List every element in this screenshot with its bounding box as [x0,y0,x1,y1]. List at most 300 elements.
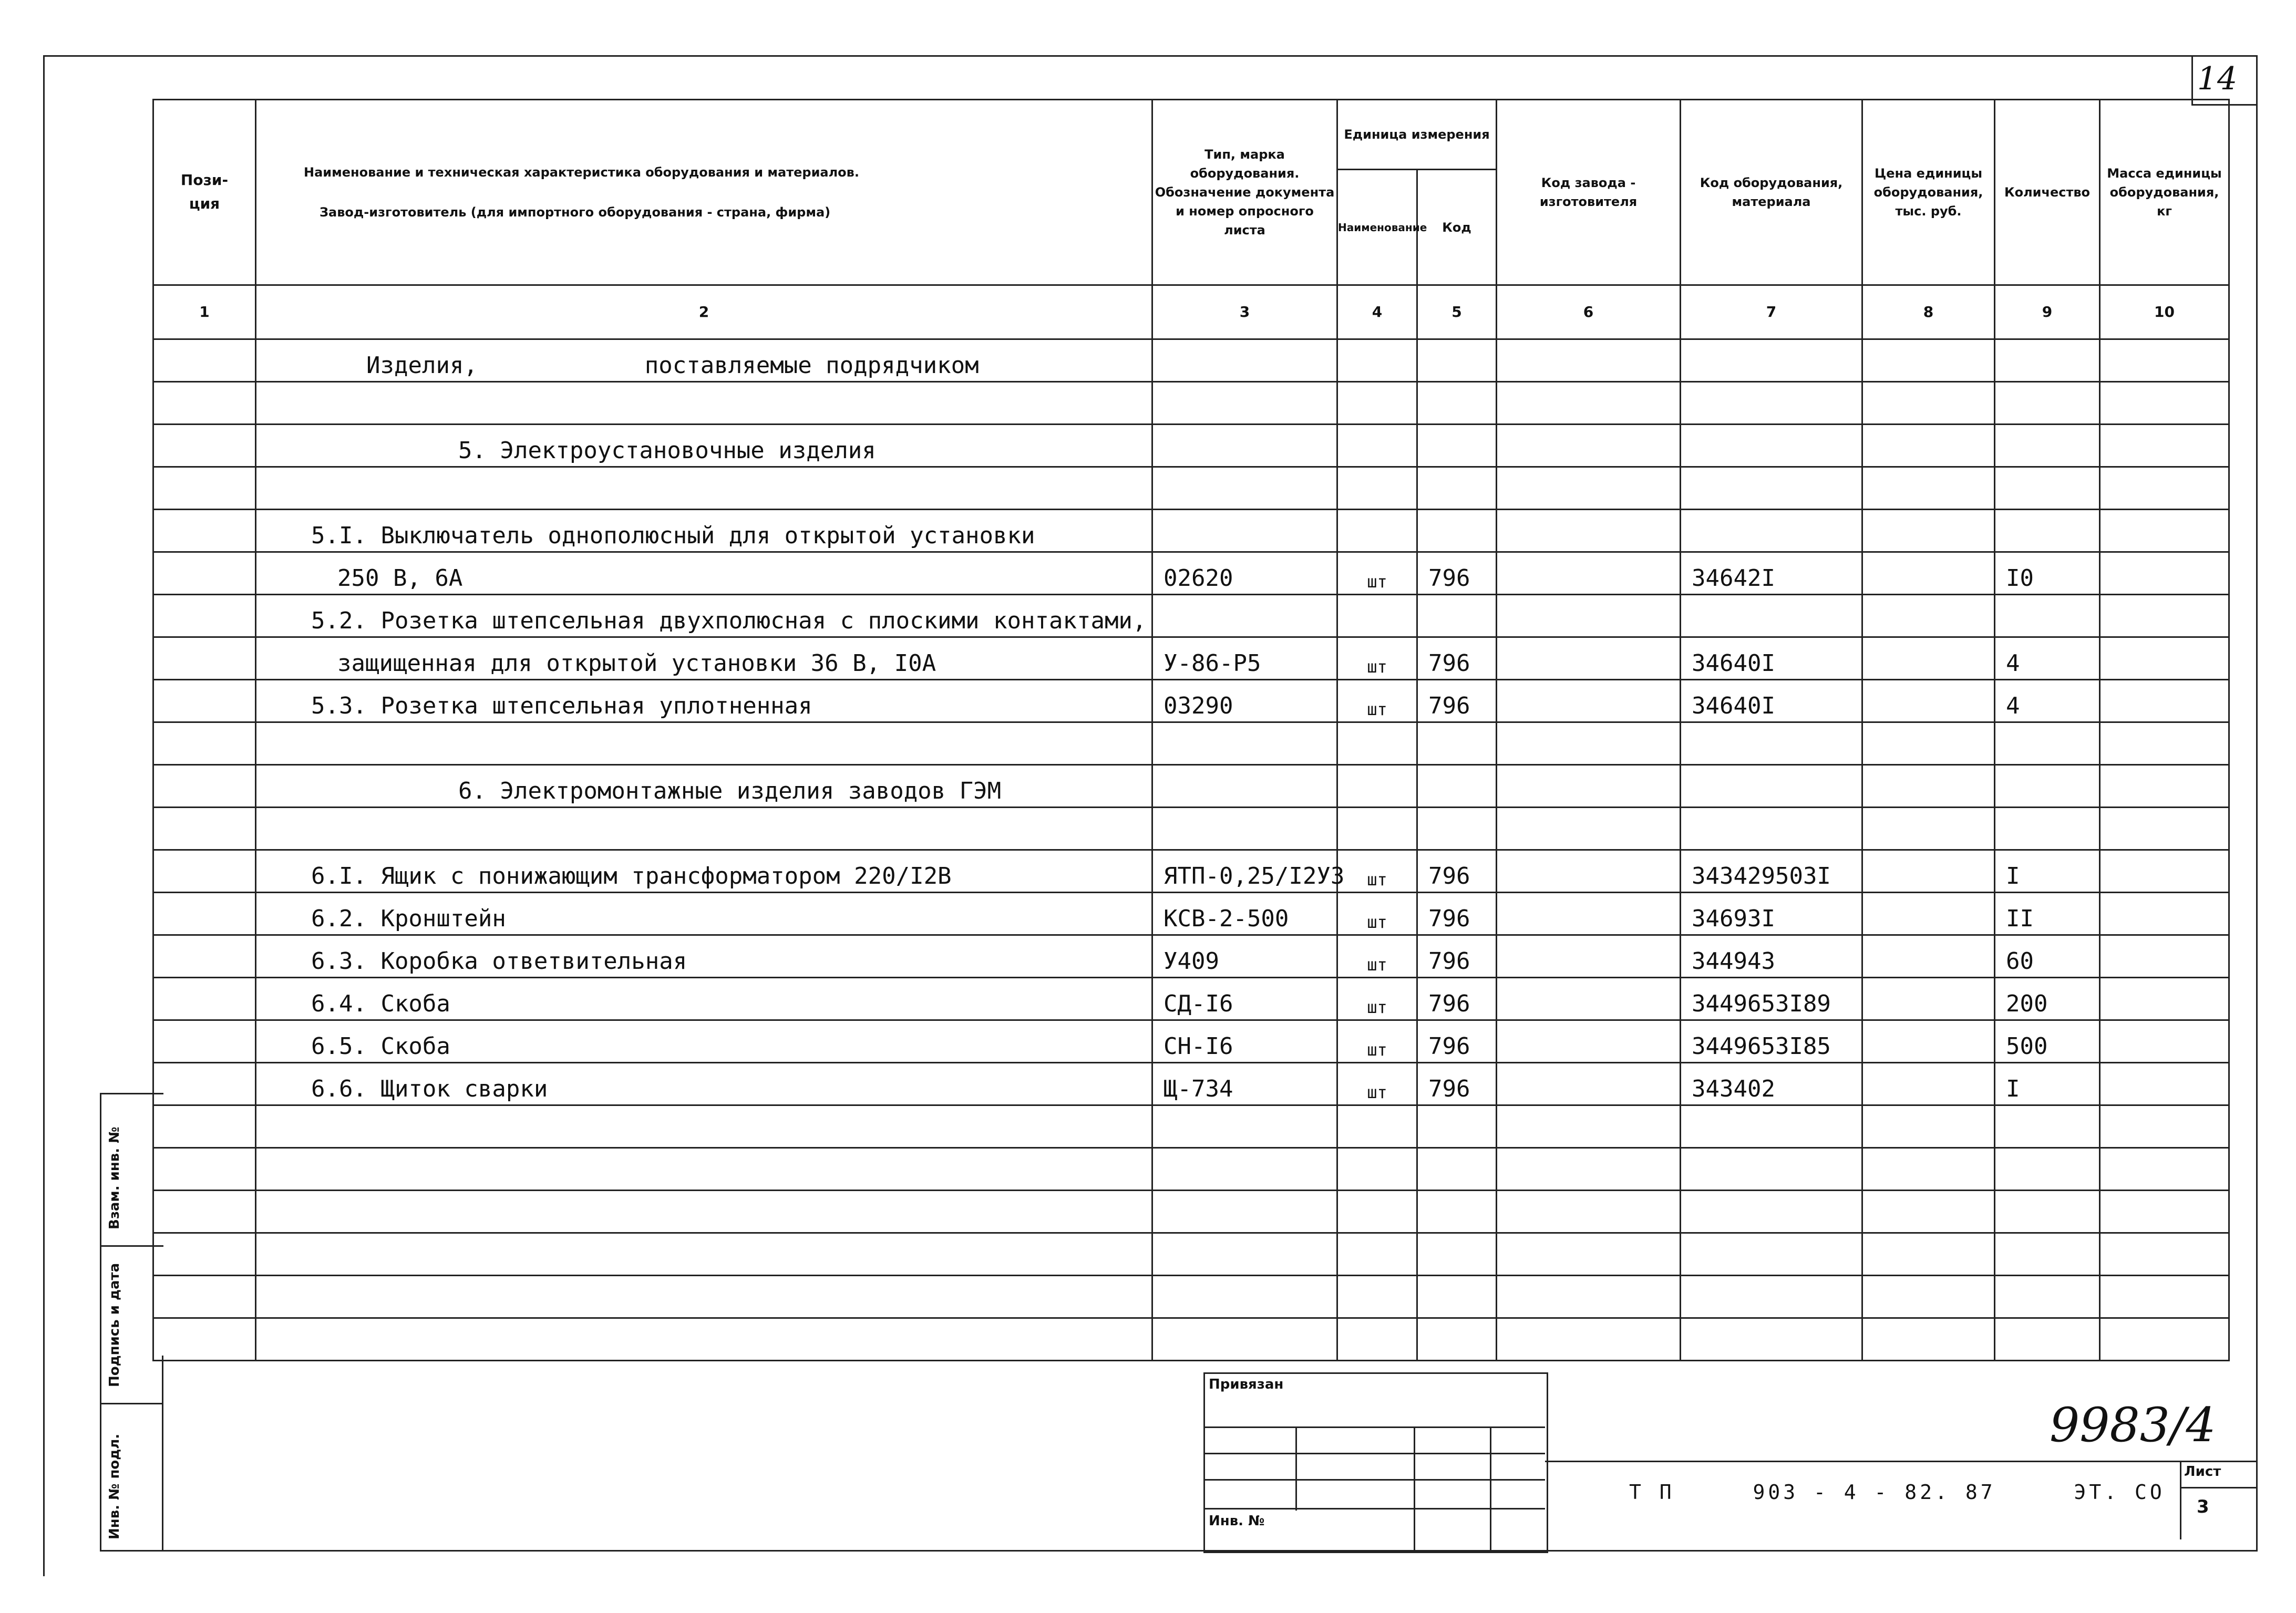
cell-position [153,339,256,382]
cell-price [1862,339,1995,382]
cell-quantity-text: I [2006,1076,2020,1102]
col-num-6: 6 [1497,285,1681,339]
stamp-hline-3 [1203,1479,1545,1481]
cell-name [256,467,1152,510]
cell-name-text: 6.3. Коробка ответвительная [311,948,687,975]
cell-quantity [1995,1276,2100,1318]
cell-quantity [1995,893,2100,935]
cell-type [1152,425,1337,467]
cell-name [256,893,1152,935]
strip-label-inventory: Инв. № подл. [107,1433,122,1539]
cell-price [1862,1020,1995,1063]
cell-price [1862,765,1995,808]
cell-name-text: 6. Электромонтажные изделия заводов ГЭМ [458,778,1002,804]
cell-equipment-code [1681,552,1862,595]
cell-quantity [1995,1020,2100,1063]
table-row [153,850,2229,893]
cell-unit-code [1417,978,1497,1020]
cell-quantity [1995,510,2100,552]
cell-name-text: 6.2. Кронштейн [311,905,506,932]
sheet-label: Лист [2184,1464,2221,1480]
table-row [153,510,2229,552]
cell-position [153,382,256,425]
doc-code-suffix: ЭТ. СО [2074,1481,2165,1504]
cell-unit-code [1417,552,1497,595]
stamp-hline-1 [1203,1426,1545,1428]
cell-type-text: ЯТП-0,25/I2УЗ [1164,863,1345,890]
cell-plant-code [1497,808,1681,850]
page-number: 14 [2197,60,2238,97]
cell-unit-code-text: 796 [1428,863,1470,890]
table-row [153,1105,2229,1148]
cell-name [256,1105,1152,1148]
cell-unit-code-text: 796 [1428,692,1470,719]
cell-equipment-code [1681,1020,1862,1063]
cell-position [153,552,256,595]
cell-equipment-code [1681,1105,1862,1148]
cell-unit-code [1417,850,1497,893]
cell-unit-code [1417,680,1497,722]
cell-quantity [1995,978,2100,1020]
cell-plant-code [1497,1105,1681,1148]
col-num-3: 3 [1152,285,1337,339]
cell-unit [1337,1105,1417,1148]
cell-plant-code [1497,893,1681,935]
cell-quantity [1995,1105,2100,1148]
cell-type [1152,1020,1337,1063]
cell-position [153,978,256,1020]
cell-type [1152,595,1337,637]
title-block-top [1545,1461,2258,1462]
cell-equipment-code [1681,765,1862,808]
cell-position [153,850,256,893]
equipment-spec-table [152,99,2230,1361]
cell-unit-code [1417,1276,1497,1318]
side-strip [100,1093,163,1550]
cell-name [256,1318,1152,1361]
cell-quantity [1995,595,2100,637]
cell-name [256,1148,1152,1191]
header-equipment-code: Код оборудования, материала [1681,100,1862,285]
cell-plant-code [1497,978,1681,1020]
cell-position [153,1063,256,1105]
cell-equipment-code-text: 34693I [1692,905,1775,932]
cell-position [153,680,256,722]
cell-plant-code [1497,1148,1681,1191]
stamp-hline-2 [1203,1453,1545,1454]
cell-type [1152,1191,1337,1233]
cell-quantity [1995,1233,2100,1276]
cell-type [1152,935,1337,978]
cell-unit-code-text: 796 [1428,905,1470,932]
cell-type [1152,1276,1337,1318]
cell-name-text: 5. Электроустановочные изделия [458,437,876,464]
cell-unit-code [1417,1020,1497,1063]
cell-equipment-code [1681,637,1862,680]
sheet-number: 3 [2197,1496,2209,1517]
cell-type [1152,978,1337,1020]
cell-mass [2100,1191,2229,1233]
doc-code-prefix: Т П [1629,1481,1675,1504]
cell-mass [2100,510,2229,552]
cell-mass [2100,552,2229,595]
table-row [153,1318,2229,1361]
cell-price [1862,1276,1995,1318]
cell-plant-code [1497,1318,1681,1361]
cell-name [256,382,1152,425]
cell-unit-code-text: 796 [1428,990,1470,1017]
cell-plant-code [1497,1233,1681,1276]
col-num-9: 9 [1995,285,2100,339]
cell-plant-code [1497,935,1681,978]
inventory-label: Инв. № [1209,1513,1265,1529]
cell-mass [2100,680,2229,722]
strip-label-replace: Взам. инв. № [107,1126,122,1229]
cell-quantity [1995,808,2100,850]
handwritten-mark: 9983/4 [2050,1398,2216,1453]
cell-quantity [1995,1318,2100,1361]
cell-mass [2100,1105,2229,1148]
table-row [153,765,2229,808]
stamp-vline-1 [1295,1426,1297,1511]
cell-equipment-code [1681,595,1862,637]
cell-name [256,595,1152,637]
cell-type-text: Щ-734 [1164,1076,1233,1102]
cell-unit-text: шт [1367,572,1387,592]
cell-name [256,978,1152,1020]
cell-type-text: 02620 [1164,565,1233,592]
cell-plant-code [1497,680,1681,722]
cell-unit [1337,382,1417,425]
cell-name [256,1020,1152,1063]
cell-equipment-code-text: 34640I [1692,692,1775,719]
cell-price [1862,1191,1995,1233]
cell-equipment-code [1681,467,1862,510]
cell-quantity [1995,680,2100,722]
cell-type [1152,1148,1337,1191]
cell-plant-code [1497,552,1681,595]
cell-unit-code [1417,1318,1497,1361]
cell-name-text: 6.5. Скоба [311,1033,450,1060]
table-row [153,808,2229,850]
cell-mass [2100,1318,2229,1361]
cell-equipment-code [1681,510,1862,552]
cell-quantity [1995,1063,2100,1105]
table-row [153,425,2229,467]
cell-unit-text: шт [1367,955,1387,975]
cell-unit-code-text: 796 [1428,948,1470,975]
cell-unit [1337,1191,1417,1233]
col-num-2: 2 [256,285,1152,339]
cell-plant-code [1497,850,1681,893]
cell-position [153,467,256,510]
cell-position [153,1105,256,1148]
col-num-5: 5 [1417,285,1497,339]
cell-unit-code [1417,1105,1497,1148]
cell-unit-text: шт [1367,699,1387,719]
cell-equipment-code [1681,1063,1862,1105]
header-position: Пози- ция [153,100,256,285]
cell-type [1152,1318,1337,1361]
cell-price [1862,808,1995,850]
cell-equipment-code-text: 343402 [1692,1076,1775,1102]
cell-equipment-code [1681,808,1862,850]
cell-unit [1337,722,1417,765]
header-quantity: Количество [1995,100,2100,285]
table-row [153,552,2229,595]
table-row [153,637,2229,680]
cell-name [256,425,1152,467]
cell-position [153,595,256,637]
cell-unit-code [1417,1191,1497,1233]
cell-position [153,1020,256,1063]
table-row [153,935,2229,978]
cell-unit-code [1417,1063,1497,1105]
cell-plant-code [1497,595,1681,637]
cell-position [153,1148,256,1191]
cell-equipment-code [1681,1191,1862,1233]
cell-price [1862,978,1995,1020]
cell-type [1152,382,1337,425]
cell-price [1862,893,1995,935]
frame-left [43,55,45,1576]
cell-quantity-text: I0 [2006,565,2034,592]
cell-name [256,1233,1152,1276]
doc-code-number: 903 - 4 - 82. 87 [1753,1481,1996,1504]
cell-type [1152,680,1337,722]
cell-mass [2100,1020,2229,1063]
cell-equipment-code [1681,978,1862,1020]
cell-equipment-code [1681,893,1862,935]
table-row [153,680,2229,722]
cell-unit [1337,850,1417,893]
cell-unit-code [1417,1233,1497,1276]
cell-name [256,722,1152,765]
cell-position [153,510,256,552]
header-name: Наименование и техническая характеристика оборудования и материалов. Завод-изготовитель (для импортного оборудования - страна, фирма) [256,100,1152,285]
cell-name [256,637,1152,680]
cell-name-text: 5.2. Розетка штепсельная двухполюсная с плоскими контактами, [311,607,1147,634]
cell-quantity [1995,467,2100,510]
cell-mass [2100,850,2229,893]
cell-equipment-code-text: 34640I [1692,650,1775,677]
cell-equipment-code-text: 343429503I [1692,863,1831,890]
cell-mass [2100,722,2229,765]
cell-unit-code [1417,637,1497,680]
cell-price [1862,467,1995,510]
cell-name-text: 5.3. Розетка штепсельная уплотненная [311,692,812,719]
cell-unit [1337,808,1417,850]
document-code [1629,1481,2228,1504]
table-row [153,722,2229,765]
cell-equipment-code [1681,382,1862,425]
cell-unit [1337,510,1417,552]
cell-position [153,722,256,765]
cell-price [1862,595,1995,637]
cell-unit [1337,552,1417,595]
strip-label-signature: Подпись и дата [107,1263,122,1387]
attached-label: Привязан [1209,1377,1284,1392]
cell-name-text: 6.I. Ящик с понижающим трансформатором 220/I2В [311,863,952,890]
cell-price [1862,1148,1995,1191]
cell-quantity [1995,1191,2100,1233]
col-num-7: 7 [1681,285,1862,339]
cell-position [153,893,256,935]
cell-type-text: СН-I6 [1164,1033,1233,1060]
cell-unit-code-text: 796 [1428,565,1470,592]
header-price: Цена единицы оборудования, тыс. руб. [1862,100,1995,285]
cell-unit-code [1417,510,1497,552]
cell-price [1862,1063,1995,1105]
cell-price [1862,425,1995,467]
table-row [153,893,2229,935]
cell-name [256,808,1152,850]
cell-name-text: 6.6. Щиток сварки [311,1076,548,1102]
cell-unit [1337,893,1417,935]
cell-equipment-code-text: 3449653I89 [1692,990,1831,1017]
cell-equipment-code-text: 34642I [1692,565,1775,592]
frame-bottom [100,1550,2258,1552]
cell-quantity [1995,1148,2100,1191]
cell-unit-code [1417,765,1497,808]
table-row [153,1063,2229,1105]
cell-position [153,808,256,850]
cell-price [1862,552,1995,595]
cell-equipment-code [1681,1318,1862,1361]
cell-unit [1337,1063,1417,1105]
header-unit: Единица измерения [1337,100,1497,170]
cell-unit [1337,680,1417,722]
cell-type [1152,765,1337,808]
cell-unit-code [1417,595,1497,637]
cell-price [1862,1233,1995,1276]
cell-price [1862,850,1995,893]
cell-name [256,339,1152,382]
cell-quantity [1995,637,2100,680]
cell-type [1152,808,1337,850]
cell-name [256,1063,1152,1105]
cell-type [1152,722,1337,765]
cell-unit [1337,1233,1417,1276]
cell-quantity-text: II [2006,905,2034,932]
cell-position [153,637,256,680]
cell-name-text: 250 В, 6А [337,565,463,592]
cell-quantity [1995,722,2100,765]
cell-mass [2100,637,2229,680]
cell-unit-code [1417,382,1497,425]
frame-page-box [2191,55,2193,105]
cell-price [1862,1318,1995,1361]
cell-mass [2100,1148,2229,1191]
cell-quantity [1995,382,2100,425]
cell-mass [2100,1233,2229,1276]
cell-name [256,552,1152,595]
cell-mass [2100,1276,2229,1318]
cell-name [256,680,1152,722]
cell-plant-code [1497,425,1681,467]
cell-type-text: 03290 [1164,692,1233,719]
header-unit-code: Код [1417,170,1497,285]
table-row [153,1276,2229,1318]
cell-unit [1337,425,1417,467]
cell-quantity [1995,552,2100,595]
cell-price [1862,637,1995,680]
table-row [153,1233,2229,1276]
cell-equipment-code [1681,339,1862,382]
cell-type-text: КСВ-2-500 [1164,905,1289,932]
cell-equipment-code [1681,1233,1862,1276]
cell-position [153,1276,256,1318]
cell-plant-code [1497,637,1681,680]
column-number-row [153,285,2229,339]
cell-name [256,1191,1152,1233]
cell-plant-code [1497,722,1681,765]
cell-position [153,765,256,808]
cell-unit [1337,1020,1417,1063]
cell-quantity-text: 4 [2006,650,2020,677]
cell-unit [1337,765,1417,808]
cell-quantity [1995,765,2100,808]
cell-equipment-code [1681,850,1862,893]
cell-price [1862,722,1995,765]
cell-mass [2100,339,2229,382]
table-row [153,1148,2229,1191]
cell-price [1862,680,1995,722]
stamp-vline-2 [1414,1426,1415,1550]
cell-unit-code [1417,467,1497,510]
table-row [153,1020,2229,1063]
cell-unit-text: шт [1367,870,1387,890]
cell-equipment-code-text: 344943 [1692,948,1775,975]
table-row [153,339,2229,382]
cell-type-text: У409 [1164,948,1219,975]
header-unit-name: Наименование [1337,170,1417,285]
cell-type-text: СД-I6 [1164,990,1233,1017]
cell-plant-code [1497,382,1681,425]
table-row [153,595,2229,637]
cell-unit-code [1417,339,1497,382]
table-body [153,339,2229,1361]
cell-equipment-code [1681,1148,1862,1191]
cell-name-text: защищенная для открытой установки 36 В, I0А [337,650,936,677]
cell-unit [1337,467,1417,510]
cell-unit-code-text: 796 [1428,1033,1470,1060]
cell-unit [1337,1276,1417,1318]
stamp-hline-4 [1203,1508,1545,1509]
cell-unit-text: шт [1367,912,1387,932]
cell-plant-code [1497,510,1681,552]
cell-type [1152,637,1337,680]
cell-name-text: 6.4. Скоба [311,990,450,1017]
header-plant-code: Код завода - изготовителя [1497,100,1681,285]
cell-unit-code [1417,722,1497,765]
cell-plant-code [1497,1063,1681,1105]
cell-position [153,935,256,978]
cell-type [1152,510,1337,552]
cell-equipment-code [1681,1276,1862,1318]
cell-unit-code [1417,425,1497,467]
cell-plant-code [1497,339,1681,382]
cell-mass [2100,382,2229,425]
cell-type [1152,552,1337,595]
cell-quantity-text: I [2006,863,2020,890]
cell-price [1862,510,1995,552]
cell-price [1862,1105,1995,1148]
header-type: Тип, марка оборудования. Обозначение документа и номер опросного листа [1152,100,1337,285]
cell-type [1152,1063,1337,1105]
cell-equipment-code [1681,722,1862,765]
cell-unit-text: шт [1367,1040,1387,1060]
